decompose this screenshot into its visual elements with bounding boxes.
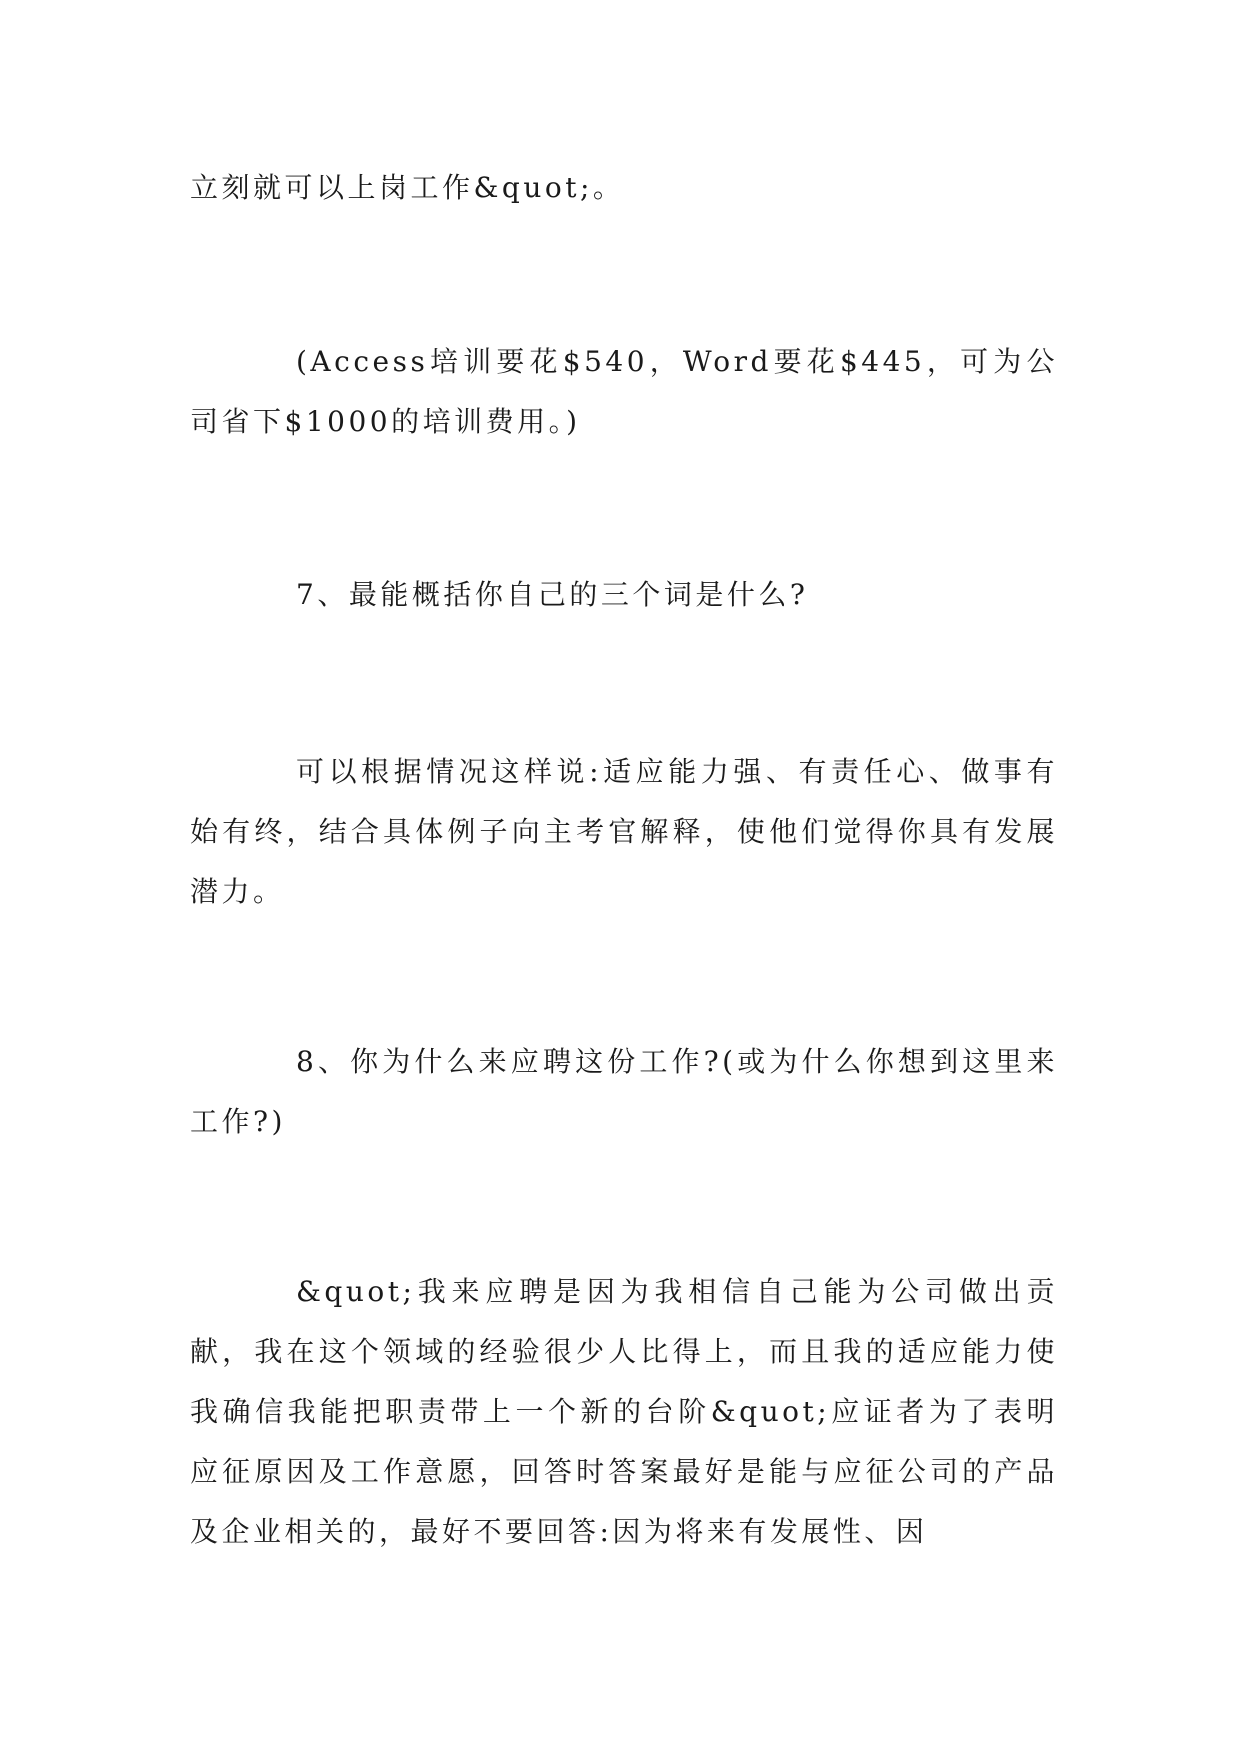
paragraph-continuation: 立刻就可以上岗工作&quot;。 [190, 171, 625, 204]
answer-7-paragraph: 可以根据情况这样说:适应能力强、有责任心、做事有始有终，结合具体例子向主考官解释，使他们觉得你具有发展潜力。 [190, 755, 1058, 908]
question-8-heading: 8、你为什么来应聘这份工作?(或为什么你想到这里来工作?) [190, 1045, 1058, 1138]
paragraph-training-cost: (Access培训要花$540，Word要花$445，可为公司省下$1000的培训费用。) [190, 345, 1058, 438]
answer-8-paragraph: &quot;我来应聘是因为我相信自己能为公司做出贡献，我在这个领域的经验很少人比得上，而且我的适应能力使我确信我能把职责带上一个新的台阶&quot;应证者为了表明应征原因及工作意愿，回答时答案最好是能与应征公司的产品及企业相关的，最好不要回答:因为将来有发展性、因 [190, 1275, 1058, 1548]
question-7-heading: 7、最能概括你自己的三个词是什么? [296, 578, 809, 611]
